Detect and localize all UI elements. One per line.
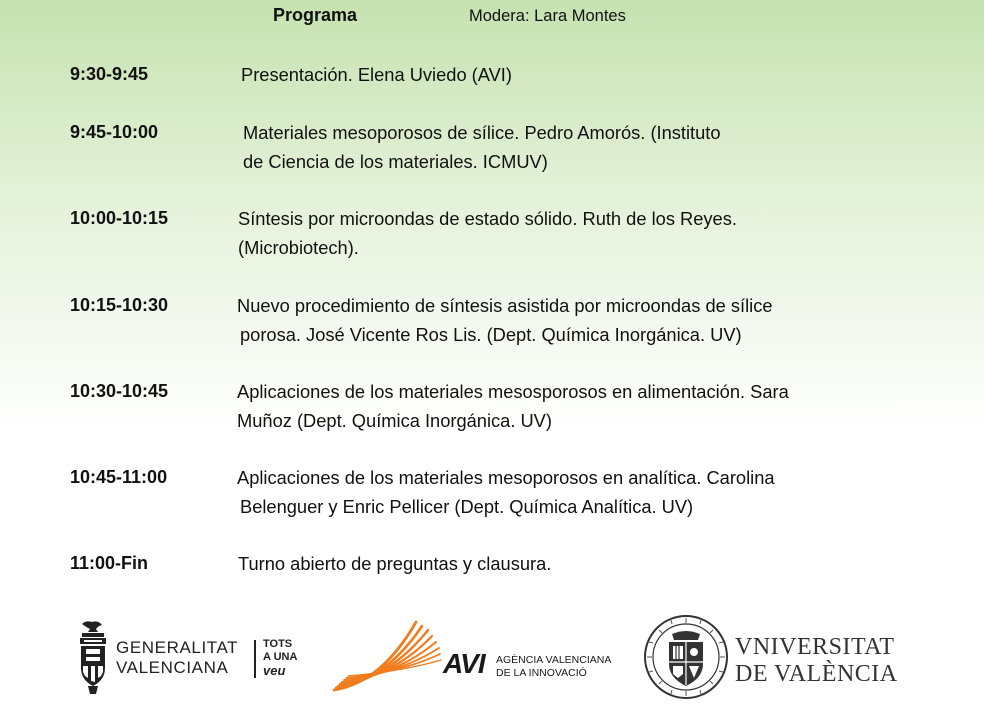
- session-time: 11:00-Fin: [70, 553, 149, 573]
- session-description: Aplicaciones de los materiales mesosporosos en alimentación. Sara Muñoz (Dept. Química Inorgánica. UV): [237, 381, 789, 431]
- session-time: 9:30-9:45: [70, 64, 149, 84]
- avi-wordmark: AVI: [443, 648, 485, 679]
- program-header: [0, 5, 984, 29]
- uv-seal-icon: [643, 614, 729, 700]
- generalitat-tagline: TOTS A UNA veu: [263, 638, 298, 678]
- generalitat-logo: [76, 618, 316, 700]
- session-time: 10:30-10:45: [70, 381, 169, 401]
- session-time: 10:00-10:15: [70, 208, 169, 228]
- uv-name: VNIVERSITAT DE VALÈNCIA: [735, 634, 898, 687]
- program-title: Programa: [273, 5, 358, 25]
- session-description: Aplicaciones de los materiales mesoporosos en analítica. Carolina Belenguer y Enric Pellicer (Dept. Química Analítica. UV): [237, 467, 775, 517]
- session-description: Turno abierto de preguntas y clausura.: [238, 553, 552, 574]
- session-time: 10:45-11:00: [70, 467, 168, 487]
- session-time: 10:15-10:30: [70, 295, 169, 315]
- uv-logo: [640, 612, 900, 704]
- avi-logo: [330, 618, 620, 700]
- moderator-label: Modera: Lara Montes: [469, 7, 626, 25]
- generalitat-crest-icon: [76, 620, 110, 696]
- session-time: 9:45-10:00: [70, 122, 159, 142]
- session-description: Nuevo procedimiento de síntesis asistida por microondas de sílice porosa. José Vicente Ros Lis. (Dept. Química Inorgánica. UV): [237, 295, 773, 345]
- logo-divider: [254, 640, 256, 678]
- session-description: Presentación. Elena Uviedo (AVI): [241, 64, 512, 85]
- avi-agency-name: AGÈNCIA VALENCIANA DE LA INNOVACIÓ: [496, 654, 612, 679]
- logo-strip: [0, 612, 984, 708]
- generalitat-name: GENERALITAT VALENCIANA: [116, 638, 239, 677]
- session-description: Síntesis por microondas de estado sólido. Ruth de los Reyes. (Microbiotech).: [238, 208, 737, 258]
- session-description: Materiales mesoporosos de sílice. Pedro Amorós. (Instituto de Ciencia de los materiales. ICMUV): [243, 122, 721, 172]
- avi-swoosh-icon: [330, 618, 442, 694]
